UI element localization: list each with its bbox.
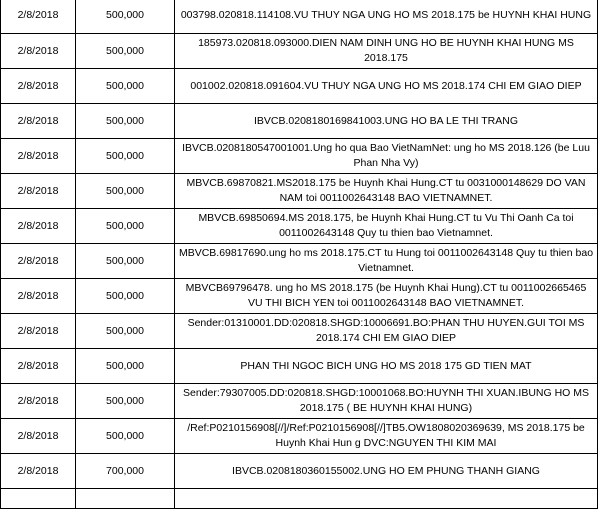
table-row [1, 139, 598, 174]
description-cell: Sender:01310001.DD:020818.SHGD:10006691.BO:PHAN THU HUYEN.GUI TOI MS 2018.174 CHI EM GIAO DIEP [175, 314, 598, 349]
description-cell: IBVCB.0208180360155002.UNG HO EM PHUNG THANH GIANG [175, 454, 598, 489]
amount-cell: 500,000 [76, 69, 175, 104]
table-row [1, 0, 598, 34]
date-cell [1, 489, 76, 509]
table-row [1, 419, 598, 454]
table-row [1, 104, 598, 139]
table-row [1, 349, 598, 384]
date-cell: 2/8/2018 [1, 419, 76, 454]
date-cell: 2/8/2018 [1, 454, 76, 489]
date-cell: 2/8/2018 [1, 314, 76, 349]
description-cell: IBVCB.0208180547001001.Ung ho qua Bao VietNamNet: ung ho MS 2018.126 (be Luu Phan Nha Vy) [175, 139, 598, 174]
date-cell: 2/8/2018 [1, 209, 76, 244]
description-cell: 185973.020818.093000.DIEN NAM DINH UNG HO BE HUYNH KHAI HUNG MS 2018.175 [175, 34, 598, 69]
description-cell: /Ref:P0210156908[//]/Ref:P0210156908[//]TB5.OW1808020369639, MS 2018.175 be Huynh Khai Hun g DVC:NGUYEN THI KIM MAI [175, 419, 598, 454]
amount-cell: 500,000 [76, 384, 175, 419]
table-row [1, 69, 598, 104]
description-cell [175, 489, 598, 509]
date-cell: 2/8/2018 [1, 104, 76, 139]
amount-cell: 700,000 [76, 454, 175, 489]
description-cell: MBVCB.69870821.MS2018.175 be Huynh Khai Hung.CT tu 0031000148629 DO VAN NAM toi 0011002643148 BAO VIETNAMNET. [175, 174, 598, 209]
date-cell: 2/8/2018 [1, 349, 76, 384]
amount-cell: 500,000 [76, 419, 175, 454]
description-cell: 001002.020818.091604.VU THUY NGA UNG HO MS 2018.174 CHI EM GIAO DIEP [175, 69, 598, 104]
amount-cell [76, 489, 175, 509]
description-cell: MBVCB69796478. ung ho MS 2018.175 (be Huynh Khai Hung).CT tu 0011002665465 VU THI BICH YEN toi 0011002643148 BAO VIETNAMNET. [175, 279, 598, 314]
date-cell: 2/8/2018 [1, 139, 76, 174]
table-row [1, 34, 598, 69]
amount-cell: 500,000 [76, 174, 175, 209]
description-cell: PHAN THI NGOC BICH UNG HO MS 2018 175 GD TIEN MAT [175, 349, 598, 384]
date-cell: 2/8/2018 [1, 34, 76, 69]
description-cell: MBVCB.69850694.MS 2018.175, be Huynh Khai Hung.CT tu Vu Thi Oanh Ca toi 0011002643148 Quy tu thien bao Vietnamnet. [175, 209, 598, 244]
date-cell: 2/8/2018 [1, 279, 76, 314]
description-cell: 003798.020818.114108.VU THUY NGA UNG HO MS 2018.175 be HUYNH KHAI HUNG [175, 0, 598, 34]
table-row [1, 384, 598, 419]
amount-cell: 500,000 [76, 139, 175, 174]
description-cell: IBVCB.0208180169841003.UNG HO BA LE THI TRANG [175, 104, 598, 139]
table-row [1, 209, 598, 244]
table-row [1, 244, 598, 279]
amount-cell: 500,000 [76, 244, 175, 279]
date-cell: 2/8/2018 [1, 174, 76, 209]
date-cell: 2/8/2018 [1, 244, 76, 279]
amount-cell: 500,000 [76, 34, 175, 69]
date-cell: 2/8/2018 [1, 384, 76, 419]
table-row [1, 454, 598, 489]
table-row [1, 314, 598, 349]
amount-cell: 500,000 [76, 0, 175, 34]
amount-cell: 500,000 [76, 349, 175, 384]
description-cell: MBVCB.69817690.ung ho ms 2018.175.CT tu Hung toi 0011002643148 Quy tu thien bao Vietnamnet. [175, 244, 598, 279]
date-cell: 2/8/2018 [1, 69, 76, 104]
date-cell: 2/8/2018 [1, 0, 76, 34]
table-row [1, 174, 598, 209]
amount-cell: 500,000 [76, 209, 175, 244]
amount-cell: 500,000 [76, 104, 175, 139]
table-row [1, 489, 598, 509]
amount-cell: 500,000 [76, 314, 175, 349]
table-row [1, 279, 598, 314]
amount-cell: 500,000 [76, 279, 175, 314]
description-cell: Sender:79307005.DD:020818.SHGD:10001068.BO:HUYNH THI XUAN.IBUNG HO MS 2018.175 ( BE HUYNH KHAI HUNG) [175, 384, 598, 419]
